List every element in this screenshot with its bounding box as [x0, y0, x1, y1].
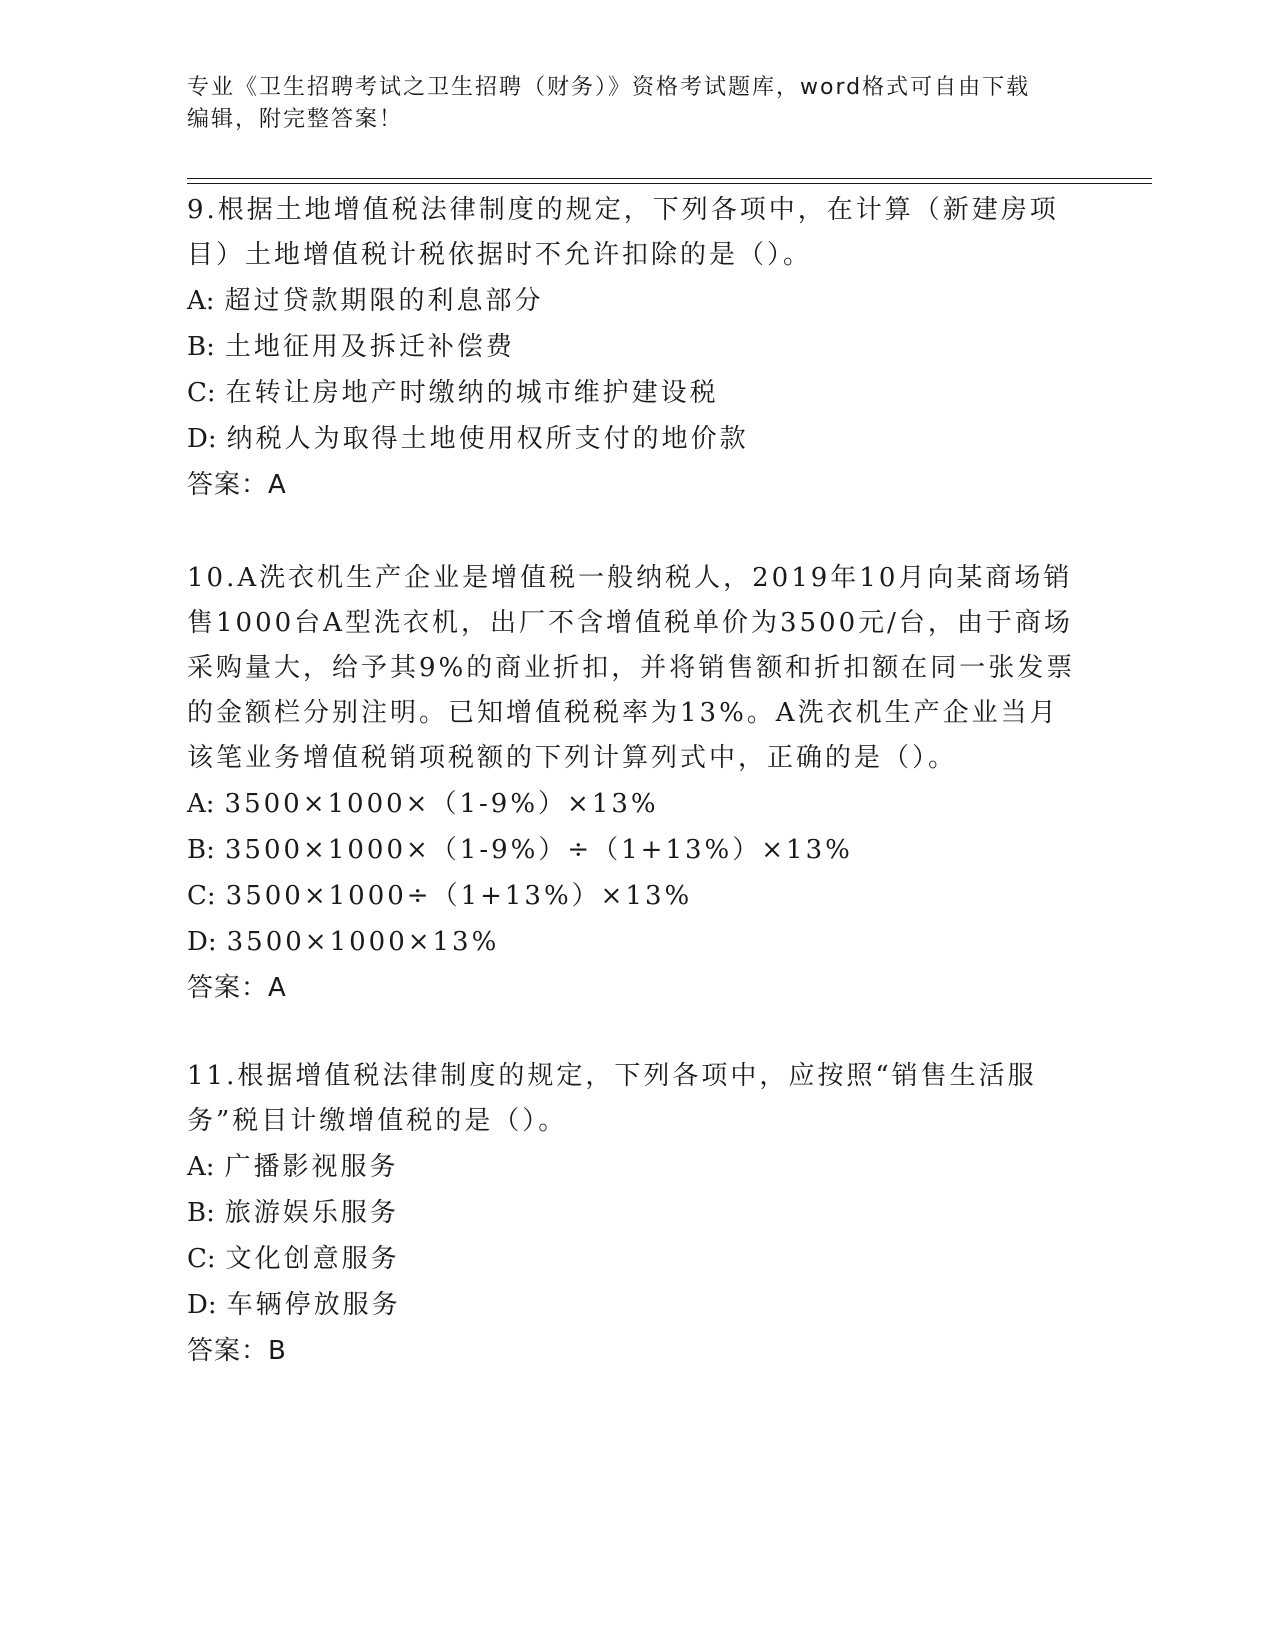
- option-text: 3500×1000×13%: [226, 927, 500, 957]
- option-text: 文化创意服务: [225, 1244, 400, 1274]
- question-9: [187, 188, 1087, 508]
- option-b: [187, 324, 1087, 370]
- option-a: [187, 1144, 1087, 1190]
- option-text: 纳税人为取得土地使用权所支付的地价款: [226, 424, 749, 454]
- document-header: [187, 72, 1067, 136]
- option-letter: B:: [187, 835, 215, 865]
- option-c: [187, 1236, 1087, 1282]
- option-d: [187, 1282, 1087, 1328]
- question-11: [187, 1054, 1087, 1374]
- option-letter: A:: [187, 286, 215, 316]
- question-10: [187, 556, 1087, 1011]
- option-letter: C:: [187, 378, 216, 408]
- option-text: 3500×1000÷（1+13%）×13%: [225, 881, 693, 911]
- question-stem: 9.根据土地增值税法律制度的规定，下列各项中，在计算（新建房项目）土地增值税计税依据时不允许扣除的是（）。: [187, 195, 1059, 270]
- option-c: [187, 873, 1087, 919]
- option-letter: C:: [187, 1244, 216, 1274]
- option-letter: B:: [187, 332, 215, 362]
- option-text: 旅游娱乐服务: [224, 1198, 399, 1228]
- option-text: 超过贷款期限的利息部分: [224, 286, 544, 316]
- option-letter: D:: [187, 424, 217, 454]
- option-a: [187, 781, 1087, 827]
- option-letter: D:: [187, 1290, 217, 1320]
- option-text: 在转让房地产时缴纳的城市维护建设税: [225, 378, 719, 408]
- header-line-1: 专业《卫生招聘考试之卫生招聘（财务）》资格考试题库，word格式可自由下载: [187, 75, 1031, 100]
- answer: 答案：A: [187, 973, 287, 1003]
- option-letter: A:: [187, 1152, 215, 1182]
- header-divider-top: [187, 178, 1152, 179]
- option-b: [187, 1190, 1087, 1236]
- option-text: 车辆停放服务: [226, 1290, 401, 1320]
- option-text: 土地征用及拆迁补偿费: [224, 332, 515, 362]
- question-stem: 10.A洗衣机生产企业是增值税一般纳税人，2019年10月向某商场销售1000台A型洗衣机，出厂不含增值税单价为3500元/台，由于商场采购量大，给予其9%的商业折扣，并将销售额和折扣额在同一张发票的金额栏分别注明。已知增值税税率为13%。A洗衣机生产企业当月该笔业务增值税销项税额的下列计算列式中，正确的是（）。: [187, 563, 1076, 773]
- answer: 答案：B: [187, 1336, 287, 1366]
- option-letter: A:: [187, 789, 215, 819]
- question-stem: 11.根据增值税法律制度的规定，下列各项中，应按照“销售生活服务”税目计缴增值税的是（）。: [187, 1061, 1037, 1136]
- option-letter: B:: [187, 1198, 215, 1228]
- option-c: [187, 370, 1087, 416]
- option-a: [187, 278, 1087, 324]
- option-d: [187, 416, 1087, 462]
- option-text: 3500×1000×（1-9%）×13%: [224, 789, 659, 819]
- option-d: [187, 919, 1087, 965]
- header-divider-bottom: [187, 183, 1152, 184]
- option-text: 广播影视服务: [224, 1152, 399, 1182]
- header-line-2: 编辑，附完整答案！: [187, 107, 404, 132]
- option-letter: C:: [187, 881, 216, 911]
- option-text: 3500×1000×（1-9%）÷（1+13%）×13%: [224, 835, 853, 865]
- answer: 答案：A: [187, 470, 287, 500]
- option-b: [187, 827, 1087, 873]
- option-letter: D:: [187, 927, 217, 957]
